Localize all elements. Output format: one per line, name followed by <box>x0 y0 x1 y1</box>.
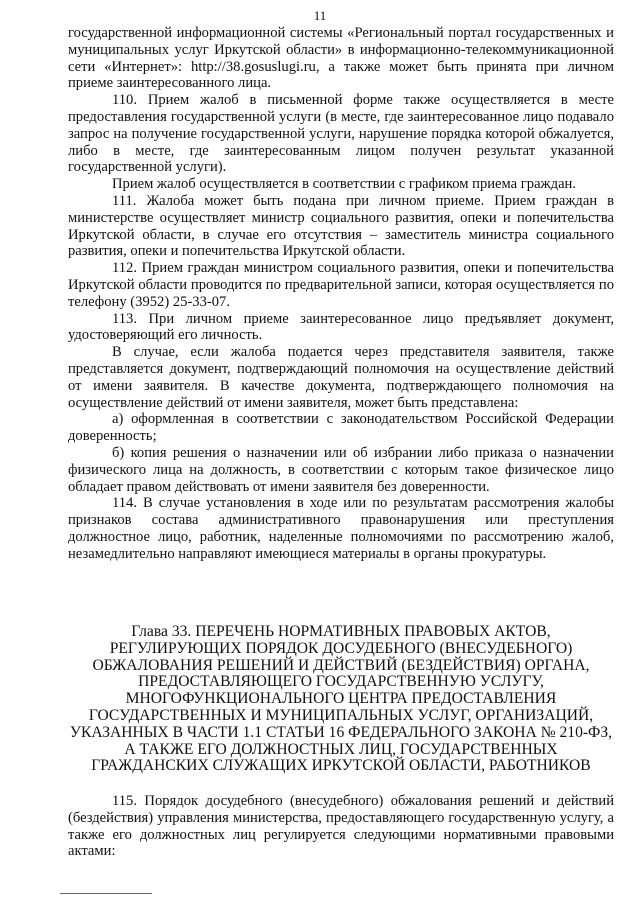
page-number: 11 <box>313 8 327 23</box>
paragraph-113: 113. При личном приеме заинтересованное лицо предъявляет документ, удостоверяющий его личность. <box>68 310 614 344</box>
paragraph-112: 112. Прием граждан министром социального развития, опеки и попечительства Иркутской области проводится по предварительной записи, которая осуществляется по телефону (3952) 25-33-07. <box>68 260 614 310</box>
body-text <box>68 25 614 563</box>
paragraph-portal-continuation: государственной информационной системы «Региональный портал государственных и муниципальных услуг Иркутской области» в информационно-телекоммуникационной сети «Интернет»: http://38.gosuslugi.ru, а также может быть принята при личном приеме заинтересованного лица. <box>68 25 614 92</box>
footnote-divider <box>60 893 152 894</box>
tail-text <box>68 793 614 860</box>
paragraph-115: 115. Порядок досудебного (внесудебного) обжалования решений и действий (бездействия) управления министерства, предоставляющего государственную услугу, а также его должностных лиц регулируется следующими нормативными правовыми актами: <box>68 793 614 860</box>
paragraph-item-a: а) оформленная в соответствии с законодательством Российской Федерации доверенность; <box>68 411 614 445</box>
paragraph-111: 111. Жалоба может быть подана при личном приеме. Прием граждан в министерстве осуществляет министр социального развития, опеки и попечительства Иркутской области, в случае его отсутствия – заместитель министра социального развития, опеки и попечительства Иркутской области. <box>68 192 614 260</box>
paragraph-110: 110. Прием жалоб в письменной форме также осуществляется в месте предоставления государственной услуги (в месте, где заинтересованное лицо подавало запрос на получение государственной услуги, нарушение порядка которой обжалуется, либо в месте, где заинтересованным лицом получен результат указанной государственной услуги). <box>68 92 614 176</box>
chapter-heading: Глава 33. ПЕРЕЧЕНЬ НОРМАТИВНЫХ ПРАВОВЫХ АКТОВ, РЕГУЛИРУЮЩИХ ПОРЯДОК ДОСУДЕБНОГО (ВНЕСУДЕБНОГО) ОБЖАЛОВАНИЯ РЕШЕНИЙ И ДЕЙСТВИЙ (БЕЗДЕЙСТВИЯ) ОРГАНА, ПРЕДОСТАВЛЯЮЩЕГО ГОСУДАРСТВЕННУЮ УСЛУГУ, МНОГОФУНКЦИОНАЛЬНОГО ЦЕНТРА ПРЕДОСТАВЛЕНИЯ ГОСУДАРСТВЕННЫХ И МУНИЦИПАЛЬНЫХ УСЛУГ, ОРГАНИЗАЦИЙ, УКАЗАННЫХ В ЧАСТИ 1.1 СТАТЬИ 16 ФЕДЕРАЛЬНОГО ЗАКОНА № 210-ФЗ, А ТАКЖЕ ЕГО ДОЛЖНОСТНЫХ ЛИЦ, ГОСУДАРСТВЕННЫХ ГРАЖДАНСКИХ СЛУЖАЩИХ ИРКУТСКОЙ ОБЛАСТИ, РАБОТНИКОВ <box>69 623 613 775</box>
paragraph-114: 114. В случае установления в ходе или по результатам рассмотрения жалобы признаков состава административного правонарушения или преступления должностное лицо, работник, наделенные полномочиями по рассмотрению жалоб, незамедлительно направляют имеющиеся материалы в органы прокуратуры. <box>68 495 614 562</box>
paragraph-item-b: б) копия решения о назначении или об избрании либо приказа о назначении физического лица на должность, в соответствии с которым такое физическое лицо обладает правом действовать от имени заявителя без доверенности. <box>68 444 614 495</box>
paragraph-representative: В случае, если жалоба подается через представителя заявителя, также представляется документ, подтверждающий полномочия на осуществление действий от имени заявителя. В качестве документа, подтверждающего полномочия на осуществление действий от имени заявителя, может быть представлена: <box>68 344 614 411</box>
paragraph-reception-schedule: Прием жалоб осуществляется в соответствии с графиком приема граждан. <box>112 176 576 193</box>
